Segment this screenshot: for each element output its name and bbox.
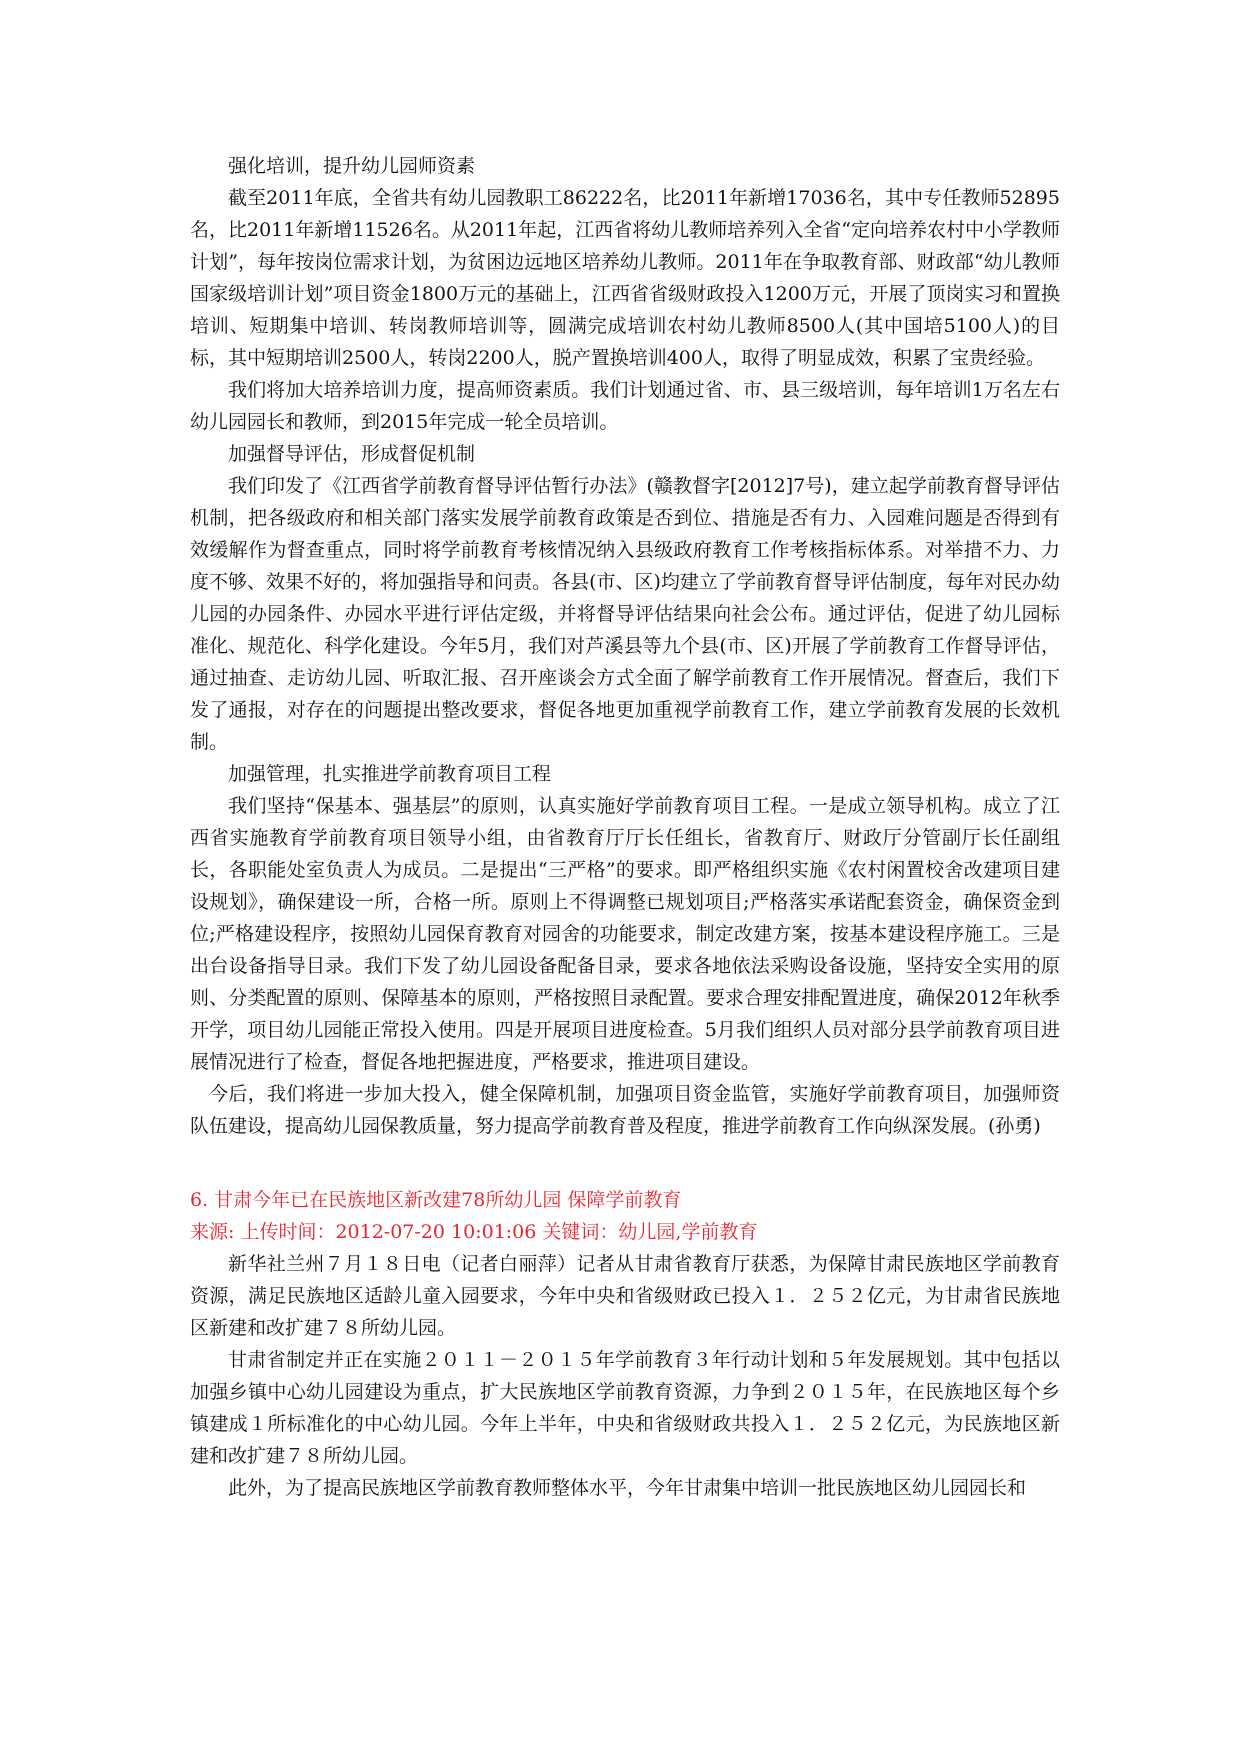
document-page — [190, 150, 1060, 1504]
paragraph-closing: 今后，我们将进一步加大投入，健全保障机制，加强项目资金监管，实施好学前教育项目，加强师资队伍建设，提高幼儿园保教质量，努力提高学前教育普及程度，推进学前教育工作向纵深发展。(孙勇) — [190, 1083, 1060, 1137]
paragraph-training-plan: 我们将加大培养培训力度，提高师资素质。我们计划通过省、市、县三级培训，每年培训1万名左右幼儿园园长和教师，到2015年完成一轮全员培训。 — [190, 379, 1060, 433]
section-gap — [190, 1142, 1060, 1184]
article-paragraph-1: 新华社兰州７月１８日电（记者白丽萍）记者从甘肃省教育厅获悉，为保障甘肃民族地区学前教育资源，满足民族地区适龄儿童入园要求，今年中央和省级财政已投入１．２５２亿元，为甘肃省民族地区新建和改扩建７８所幼儿园。 — [190, 1253, 1060, 1339]
article-meta: 来源: 上传时间：2012-07-20 10:01:06 关键词：幼儿园,学前教育 — [190, 1221, 758, 1243]
section-heading-management: 加强管理，扎实推进学前教育项目工程 — [228, 763, 552, 785]
article-paragraph-2: 甘肃省制定并正在实施２０１１－２０１５年学前教育３年行动计划和５年发展规划。其中包括以加强乡镇中心幼儿园建设为重点，扩大民族地区学前教育资源，力争到２０１５年，在民族地区每个乡镇建成１所标准化的中心幼儿园。今年上半年，中央和省级财政共投入１．２５２亿元，为民族地区新建和改扩建７８所幼儿园。 — [190, 1349, 1060, 1467]
paragraph-supervision: 我们印发了《江西省学前教育督导评估暂行办法》(赣教督字[2012]7号)，建立起学前教育督导评估机制，把各级政府和相关部门落实发展学前教育政策是否到位、措施是否有力、入园难问题是否得到有效缓解作为督查重点，同时将学前教育考核情况纳入县级政府教育工作考核指标体系。对举措不力、力度不够、效果不好的，将加强指导和问责。各县(市、区)均建立了学前教育督导评估制度，每年对民办幼儿园的办园条件、办园水平进行评估定级，并将督导评估结果向社会公布。通过评估，促进了幼儿园标准化、规范化、科学化建设。今年5月，我们对芦溪县等九个县(市、区)开展了学前教育工作督导评估，通过抽查、走访幼儿园、听取汇报、召开座谈会方式全面了解学前教育工作开展情况。督查后，我们下发了通报，对存在的问题提出整改要求，督促各地更加重视学前教育工作，建立学前教育发展的长效机制。 — [190, 475, 1060, 753]
article-paragraph-3: 此外，为了提高民族地区学前教育教师整体水平，今年甘肃集中培训一批民族地区幼儿园园长和 — [228, 1477, 1027, 1499]
article-title: 6. 甘肃今年已在民族地区新改建78所幼儿园 保障学前教育 — [190, 1189, 682, 1211]
paragraph-management: 我们坚持“保基本、强基层”的原则，认真实施好学前教育项目工程。一是成立领导机构。成立了江西省实施教育学前教育项目领导小组，由省教育厅厅长任组长，省教育厅、财政厅分管副厅长任副组长，各职能处室负责人为成员。二是提出“三严格”的要求。即严格组织实施《农村闲置校舍改建项目建设规划》，确保建设一所，合格一所。原则上不得调整已规划项目;严格落实承诺配套资金，确保资金到位;严格建设程序，按照幼儿园保育教育对园舍的功能要求，制定改建方案，按基本建设程序施工。三是出台设备指导目录。我们下发了幼儿园设备配备目录，要求各地依法采购设备设施，坚持安全实用的原则、分类配置的原则、保障基本的原则，严格按照目录配置。要求合理安排配置进度，确保2012年秋季开学，项目幼儿园能正常投入使用。四是开展项目进度检查。5月我们组织人员对部分县学前教育项目进展情况进行了检查，督促各地把握进度，严格要求，推进项目建设。 — [190, 795, 1060, 1073]
paragraph-training-stats: 截至2011年底，全省共有幼儿园教职工86222名，比2011年新增17036名，其中专任教师52895名，比2011年新增11526名。从2011年起，江西省将幼儿教师培养列入全省“定向培养农村中小学教师计划”，每年按岗位需求计划，为贫困边远地区培养幼儿教师。2011年在争取教育部、财政部“幼儿教师国家级培训计划”项目资金1800万元的基础上，江西省省级财政投入1200万元，开展了顶岗实习和置换培训、短期集中培训、转岗教师培训等，圆满完成培训农村幼儿教师8500人(其中国培5100人)的目标，其中短期培训2500人，转岗2200人，脱产置换培训400人，取得了明显成效，积累了宝贵经验。 — [190, 187, 1060, 369]
section-heading-training: 强化培训，提升幼儿园师资素 — [228, 155, 476, 177]
section-heading-supervision: 加强督导评估，形成督促机制 — [228, 443, 476, 465]
